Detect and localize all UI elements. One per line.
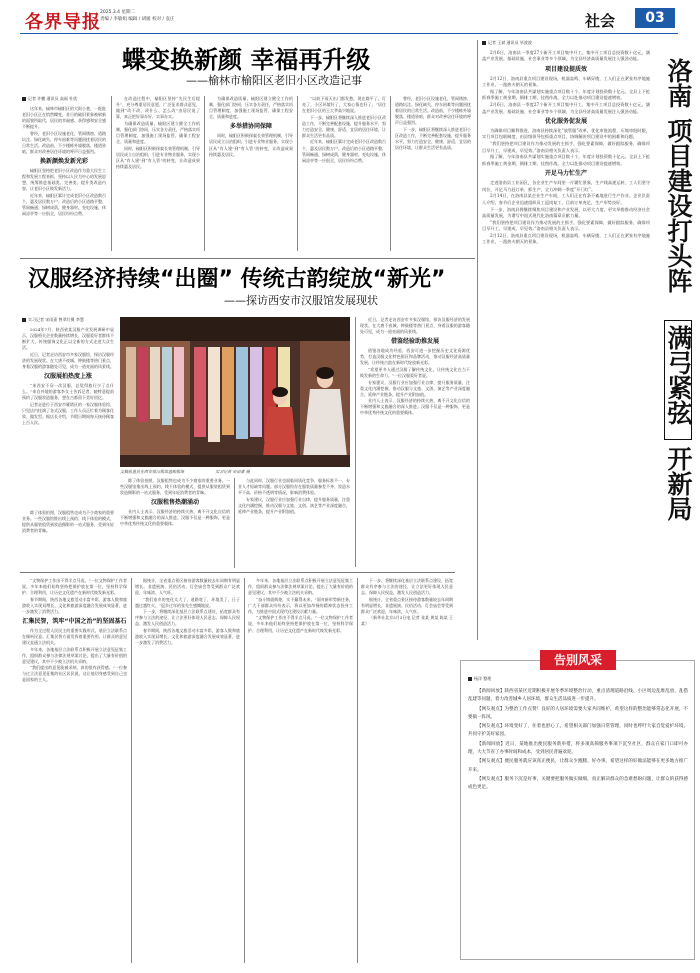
paragraph: 同时，榆阳区积极探索长效管理机制，引导居民成立自治组织，引进专业物业服务，实现小区从“有人建”到“有人管”的转变，让改造成果持续惠及居民。 [209, 133, 293, 157]
paragraph: 这年来，榆林市榆阳区的大街小巷，一批批老旧小区正在悄然蝶变，昔日的破旧景象被崭新的面貌所取代，居民的幸福感、获得感和安全感不断提升。 [22, 106, 106, 130]
story1-subhead-2: 多举措协同保障 [229, 123, 272, 131]
paragraph: 多年来，各地基层立法联系点积极开展立法意见征集工作，组织群众参与法律法规草案讨论，提出了大量有价值的意见建议，其中不少被立法机关采纳。 [22, 646, 127, 664]
paragraph: 为确保改造质量，榆阳区建立健全工作机制，强化部门协同，压实各方责任，严格落实项目管理制度，加强施工现场监管，确保工程安全、质量和进度。 [209, 96, 293, 120]
paragraph: 2月14日，在洛南县某企业生产车间，工人们正在有条不紊地进行生产作业。企业负责人介绍，春节后企业迅速组织员工返岗复工，目前订单充足，生产形势良好。 [482, 193, 650, 205]
page-number: 03 [635, 8, 675, 28]
story2-photo [120, 317, 350, 467]
paragraph: 下一步，榆阳区将继续深入推进老旧小区改造工作，不断完善配套设施，提升服务水平，努力打造安全、健康、舒适、宜居的居住环境，让群众生活更有品质。 [302, 114, 386, 138]
paragraph: 2024年7月，陕西省某汉服产业发展调研中显示，汉服相关企业数量持续增长，汉服爱好者群体不断扩大，传统服饰文化正以全新的方式走进大众生活。 [22, 327, 114, 351]
section-divider [20, 572, 455, 573]
story1-headline: 蝶变换新颜 幸福再升级 [122, 46, 371, 74]
issue-date: 2025.3.4 星期二 [100, 10, 135, 15]
byline-marker [22, 318, 26, 322]
paragraph: 走进洛南县工业园区，各企业生产车间里一片繁忙景象，生产线高速运转，工人们坚守岗位，开足马力赶订单、抓生产，全力冲刺一季度“开门红”。 [482, 180, 650, 192]
paragraph: “文物保护工作由不得半点马虎。”一位文物保护工作者说，多年来他们始终坚持把保护放在第一位，坚持科学保护、合理利用，让历史文化遗产在新时代焕发新光彩。 [22, 578, 127, 596]
paragraph: “奋斗铸就辉煌，实干赢得未来。”面对新形势新任务，广大干部群众纷纷表示，将以更加昂扬的精神状态投身工作，为推进中国式现代化建设贡献力量。 [248, 596, 353, 614]
paragraph: 为确保改造质量，榆阳区建立健全工作机制，强化部门协同，压实各方责任，严格落实项目管理制度，加强施工现场监管，确保工程安全、质量和进度。 [116, 120, 200, 145]
paragraph: 业内人士表示，汉服经济的持续火热，离不开文化自信的不断增强和文旅融合的深入推进。汉服不仅是一种服饰，更是中华优秀传统文化的重要载体。 [120, 509, 230, 527]
paragraph: 与此同时，汉服行业也面临同质化竞争、服务标准不一、专业人才短缺等问题。部分汉服馆存在服装质量参差不齐、妆造水平不高、价格不透明等情况，影响消费体验。 [238, 478, 350, 496]
paragraph: 【网友观点】服务下沉是好事，关键要把服务做实做细，真正解决群众的急难愁盼问题，让群众的获得感成色更足。 [468, 776, 688, 791]
story2-subhead-3: 借鉴经验助推发展 [390, 338, 439, 346]
paragraph: 借鉴各地成功经验，西安可进一步挖掘历史文化资源优势，打造汉服文化特色街区和品牌活动，推动汉服经济高质量发展，让传统古韵在新时代绽放新光彩。 [360, 348, 470, 366]
hanfu-shop-photo [120, 317, 350, 467]
paragraph: 曾经，老旧小区设施老化、管网锈蚀、道路坑洼、绿化缺失、停车困难等问题困扰着居民的日常生活。改造前，不少楼栋外墙脱落、楼道昏暗，群众对改善居住环境的呼声日益强烈。 [22, 130, 106, 155]
paragraph: “文物保护工作由不得半点马虎。”一位文物保护工作者说，多年来他们始终坚持把保护放在第一位，坚持科学保护、合理利用，让历史文化遗产在新时代焕发新光彩。 [248, 615, 353, 633]
story2-subhead-2: 汉服租售热潮涌动 [150, 499, 199, 507]
paragraph: 据了解，今年洛南县共谋划实施重点项目数十个，年度计划投资数十亿元。全县上下抢抓春季施工黄金期，倒排工期、挂图作战，全力以赴推动项目建设提速增效。 [482, 154, 650, 166]
story3-byline [482, 40, 652, 46]
paragraph: （新华社北京3月3日电 记者 张某 黄某 陈某 王某） [361, 615, 453, 627]
paragraph: “来西安不穿一次汉服，总觉得旅行少了点什么。”来自外地的游客李女士告诉记者，她特意提前预约了汉服妆造服务，想在古都留下美好回忆。 [22, 383, 114, 401]
paragraph: 2月12日，洛南县重点项目建设现场，机器轰鸣、车辆穿梭，工人们正在紧张有序地施工作业，一派热火朝天的景象。 [482, 75, 650, 88]
photo-caption: 文稿报道员在西安某汉服馆选购服饰 [120, 469, 184, 474]
paragraph: 近年来，榆阳区累计完成老旧小区改造数百个，惠及居民数万户。改造后的小区道路平整、管网畅通、绿树成荫，健身器材、充电设施、休闲凉亭等一应俱全，居民纷纷点赞。 [302, 139, 386, 163]
newspaper-logo: 各界导报 [25, 12, 101, 33]
paragraph: 作为全过程人民民主的重要实践形式，基层立法联系点在倾听民意、汇集民智方面发挥着重要作用，让群众的意见建议直通立法机关。 [22, 627, 127, 646]
column-rule [244, 578, 245, 963]
story1-subhead-1: 换新颜焕发新光彩 [39, 158, 88, 166]
paragraph: 在改造过程中，榆阳区坚持“先民生后提升”，充分尊重居民意愿，广泛征求群众意见，做到“改不改、改什么、怎么改”由居民说了算，真正把好事办好、实事办实。 [116, 96, 200, 120]
byline-marker [468, 677, 472, 681]
paragraph: 专家建议，汉服行业应加强行业自律，提升服务质量，注重文化内涵挖掘，推动汉服与文旅、文创、演艺等产业深度融合，延伸产业链条，提升产业附加值。 [238, 496, 350, 514]
story1-column-5 [395, 96, 471, 254]
story4-column-3 [248, 578, 353, 966]
paragraph: 近日，记者走访西安市多家汉服馆，探访汉服经济的发展现状。在大唐不夜城、钟鼓楼等热门景点，身着汉服的游客随处可见，成为一道亮丽的风景线。 [22, 351, 114, 369]
paragraph: 春节期间，陕西各地文旅活动丰富多彩，游客人数和旅游收入实现双增长，文化和旅游深度融合发展成效显著，进一步激发了消费活力。 [135, 627, 240, 646]
paragraph: 【网友观点】便民服务就应该真正便民，让群众少跑腿、好办事。希望这样的好做法能够在更多地方推广开来。 [468, 759, 688, 773]
editor-credits: 责编 / 李敏娟 编辑 / 胡媛 校对 / 袁庄 [100, 17, 175, 22]
story2-headline: 汉服经济持续“出圈” 传统古韵绽放“新光” [28, 267, 446, 292]
masthead-rule [20, 33, 678, 34]
paragraph: 据统计，全省重点景区接待游客数量较去年同期有明显增长，非遗展演、民俗活动、灯会庙会等受到群众广泛欢迎，年味浓、人气旺。 [135, 578, 240, 596]
paragraph: 据了解，今年洛南县共谋划实施重点项目数十个，年度计划投资数十亿元。全县上下抢抓春季施工黄金期，倒排工期、挂图作战，全力以赴推动项目建设提速增效。 [482, 89, 650, 101]
column-rule [357, 578, 358, 963]
column-rule [297, 96, 298, 251]
paragraph: 下一步，榆阳区将继续深入推进老旧小区改造工作，不断完善配套设施，提升服务水平，努力打造安全、健康、舒适、宜居的居住环境，让群众生活更有品质。 [395, 126, 471, 151]
story2-subhead-1: 汉服展拍热度上涨 [43, 373, 92, 381]
paragraph: “我们家乡的变化太大了，道路宽了，环境美了，日子越过越红火。”返乡过年的张先生感慨地说。 [135, 596, 240, 608]
story3-subhead-3: 开足马力忙生产 [544, 170, 587, 178]
byline-marker [22, 97, 26, 101]
column-rule [355, 317, 356, 567]
paragraph: 除了体验拍照，汉服租售也成为不少商家的重要业务。一些汉服馆推出线上预约、线下体验的模式，提供从服装租赁到妆造摄影的一站式服务，受到年轻消费者的青睐。 [22, 510, 114, 534]
story1-column-3 [209, 96, 293, 254]
story2-column-4 [360, 317, 470, 567]
paragraph: 【网友观点】环境变好了，住着也舒心了。希望相关部门加强日常管理，同时也呼吁大家自觉爱护环境，共同守护美好家园。 [468, 724, 688, 738]
paragraph: 业内人士表示，汉服经济的持续火热，离不开文化自信的不断增强和文旅融合的深入推进。汉服不仅是一种服饰，更是中华优秀传统文化的重要载体。 [360, 398, 470, 416]
paragraph: 曾经，老旧小区设施老化、管网锈蚀、道路坑洼、绿化缺失、停车困难等问题困扰着居民的日常生活。改造前，不少楼栋外墙脱落、楼道昏暗，群众对改善居住环境的呼声日益强烈。 [395, 96, 471, 126]
paragraph: “我们坚持把项目建设作为推动发展的主抓手，强化要素保障，做好跟踪服务，确保项目早开工、早建成、早见效。”洛南县相关负责人表示。 [482, 219, 650, 232]
story3-subhead-1: 项目建设提质效 [544, 65, 587, 73]
paragraph: 记者走进位于西安市雁塔区的一家汉服体验馆，只见店内挂满了各式汉服，工作人员正忙着为顾客化妆、做发型。据店长介绍，节假日期间每天接待顾客上百人次。 [22, 401, 114, 425]
story2-subheadline: ——探访西安市汉服馆发展现状 [224, 294, 378, 307]
paragraph: 下一步，洛南县将继续聚焦项目建设和产业发展，以更大力度、更实举措推动经济社会高质量发展，为谱写中国式现代化洛南篇章贡献力量。 [482, 206, 650, 219]
story1-column-2 [116, 96, 200, 254]
paragraph: 春节期间，陕西各地文旅活动丰富多彩，游客人数和旅游收入实现双增长，文化和旅游深度融合发展成效显著，进一步激发了消费活力。 [22, 596, 127, 614]
story1-column-1 [22, 106, 106, 256]
story2-column-1-lower [22, 510, 114, 568]
paragraph: 下一步，将继续深化基层立法联系点建设，拓宽群众有序参与立法的途径，让立法更好体现人民意志、保障人民权益、激发人民创造活力。 [135, 609, 240, 627]
paragraph: 下一步，将继续深化基层立法联系点建设，拓宽群众有序参与立法的途径，让立法更好体现人民意志、保障人民权益、激发人民创造活力。 [361, 578, 453, 596]
paragraph: 【网友观点】为整治工作点赞！良好的人居环境需要大家共同维护，希望这样的整治能够常态化开展，不要搞一阵风。 [468, 706, 688, 720]
story2-column-1 [22, 327, 114, 507]
column-rule [131, 578, 132, 963]
paragraph: 为确保项目顺利推进，洛南县持续深化“放管服”改革，优化审批流程，压缩审批时限，实行项目包联制度，由县级领导包抓重点项目，协调解决项目建设中的困难和问题。 [482, 128, 650, 140]
byline-text: 记者 王斌 通讯员 毕波波 [488, 40, 532, 45]
story3-column-1 [482, 50, 650, 640]
commentary-title: 告别风采 [540, 650, 616, 670]
paragraph: “以前下雨天出门都发愁，现在路平了、灯亮了，小区环境好了，大家心情也好了。”居住在老旧小区的王大爷高兴地说。 [302, 96, 386, 114]
paragraph: “我们提出的意见能被采纳，真的很有获得感。”一位参与过立法意见征集的社区居民说，这让他切身感受到自己也是国家的主人。 [22, 665, 127, 683]
paragraph: 除了体验拍照，汉服租售也成为不少商家的重要业务。一些汉服馆推出线上预约、线下体验的模式，提供从服装租赁到妆造摄影的一站式服务，受到年轻消费者的青睐。 [120, 478, 230, 496]
paragraph: 2月6日，洛南县一季度27个新开工项目集中开工，集中开工项目总投资数十亿元，涵盖产业发展、基础设施、社会事业等多个领域，为全县经济高质量发展注入强劲动能。 [482, 50, 650, 62]
byline-text: 实习记者 宋雨嘉 曾翠红摄 李慧 [28, 317, 84, 322]
byline-marker [482, 41, 486, 45]
column-rule [390, 96, 391, 251]
story3-vertical-title-1: 洛南 [664, 58, 693, 108]
story2-column-2-lower [120, 478, 230, 568]
section-name: 社会 [585, 12, 616, 30]
paragraph: “我们坚持把项目建设作为推动发展的主抓手，强化要素保障，做好跟踪服务，确保项目早开工、早建成、早见效。”洛南县相关负责人表示。 [482, 141, 650, 153]
story4-column-4 [361, 578, 453, 966]
byline-text: 杨洋 整理 [474, 676, 492, 681]
commentary-byline [468, 676, 568, 682]
paragraph: 近日，记者走访西安市多家汉服馆，探访汉服经济的发展现状。在大唐不夜城、钟鼓楼等热门景点，身着汉服的游客随处可见，成为一道亮丽的风景线。 [360, 317, 470, 335]
byline-text: 记者 许鹏 通讯员 高福 杜欣 [28, 96, 78, 101]
paragraph: 2月12日，洛南县重点项目建设现场，机器轰鸣、车辆穿梭，工人们正在紧张有序地施工作业，一派热火朝天的景象。 [482, 233, 650, 245]
story2-column-3-lower [238, 478, 350, 568]
column-rule [234, 478, 235, 568]
paragraph: 【新闻回放】近日，某地推出便民服务新举措，将多项高频服务事项下沉至社区，群众在家门口即可办理，大大节省了办事时间和成本，受到居民普遍欢迎。 [468, 741, 688, 756]
commentary-body [468, 688, 688, 954]
story4-column-1 [22, 578, 127, 966]
paragraph: 【新闻回放】陕西省某区近期积极开展冬季环境整治行动，重点清理道路沿线、小区周边乱堆乱放、乱搭乱建等问题，着力改善城乡人居环境，群众生活品质进一步提升。 [468, 689, 688, 703]
story3-vertical-title-4: 开新局 [664, 446, 693, 521]
paragraph: 同时，榆阳区积极探索长效管理机制，引导居民成立自治组织，引进专业物业服务，实现小区从“有人建”到“有人管”的转变，让改造成果持续惠及居民。 [116, 145, 200, 169]
paragraph: 多年来，各地基层立法联系点积极开展立法意见征集工作，组织群众参与法律法规草案讨论，提出了大量有价值的意见建议，其中不少被立法机关采纳。 [248, 578, 353, 596]
paragraph: 专家建议，汉服行业应加强行业自律，提升服务质量，注重文化内涵挖掘，推动汉服与文旅、文创、演艺等产业深度融合，延伸产业链条，提升产业附加值。 [360, 379, 470, 397]
column-rule [204, 96, 205, 251]
photo-credit: 实习记者 宋雨嘉 摄 [215, 469, 250, 474]
section-divider-vertical [477, 40, 478, 640]
masthead-info [100, 9, 175, 23]
paragraph: 榆阳区坚持把老旧小区改造作为重大民生工程和发展工程来抓，坚持以人民为中心的发展思想，统筹推进基础类、完善类、提升类改造内容，让老旧小区焕发新活力。 [22, 168, 106, 192]
paragraph: 近年来，榆阳区累计完成老旧小区改造数百个，惠及居民数万户。改造后的小区道路平整、管网畅通、绿树成荫，健身器材、充电设施、休闲凉亭等一应俱全，居民纷纷点赞。 [22, 192, 106, 217]
paragraph: 2月6日，洛南县一季度27个新开工项目集中开工，集中开工项目总投资数十亿元，涵盖产业发展、基础设施、社会事业等多个领域，为全县经济高质量发展注入强劲动能。 [482, 102, 650, 114]
story2-photo-caption [120, 469, 350, 475]
story4-subhead: 汇集民智，筑牢“中国之治”的坚固基石 [22, 617, 127, 625]
paragraph: 据统计，全省重点景区接待游客数量较去年同期有明显增长，非遗展演、民俗活动、灯会庙会等受到群众广泛欢迎，年味浓、人气旺。 [361, 596, 453, 614]
story4-column-2 [135, 578, 240, 966]
paragraph: “希望更多人通过汉服了解传统文化，让传统文化在当下焕发新的生命力。”一位汉服爱好者说。 [360, 366, 470, 379]
story1-subheadline: ——榆林市榆阳区老旧小区改造记事 [186, 74, 362, 87]
column-rule [111, 96, 112, 251]
story3-vertical-title-3: 满弓紧弦 [664, 325, 693, 425]
section-divider [20, 258, 475, 259]
story1-column-4 [302, 96, 386, 254]
story3-subhead-2: 优化服务促发展 [544, 118, 587, 126]
story3-vertical-title-2: 项目建设打头阵 [664, 118, 693, 293]
